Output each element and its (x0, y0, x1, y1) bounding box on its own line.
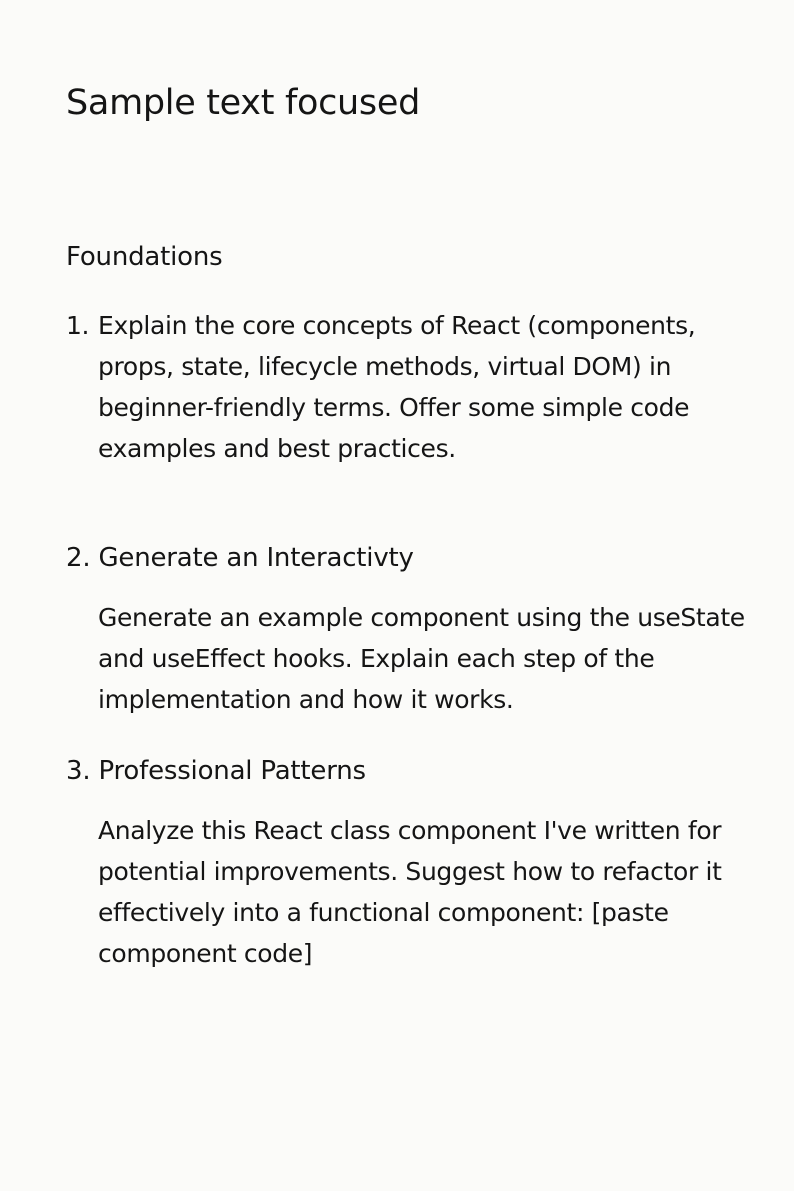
list-item-1 (66, 305, 756, 469)
page-title: Sample text focused (66, 83, 421, 123)
section-text-patterns: Analyze this React class component I've written for potential improvements. Suggest how to refactor it effectively into a functional component: [paste component code] (98, 816, 722, 968)
list-item-text: Explain the core concepts of React (components, props, state, lifecycle methods, virtual DOM) in beginner-friendly terms. Offer some simple code examples and best practices. (98, 311, 696, 463)
section-heading-patterns: 3. Professional Patterns (66, 756, 366, 786)
list-item-number: 1. (66, 311, 90, 340)
section-heading-foundations: Foundations (66, 242, 223, 272)
section-text-interactivity: Generate an example component using the useState and useEffect hooks. Explain each step of the implementation and how it works. (98, 603, 745, 714)
section-heading-interactivity: 2. Generate an Interactivty (66, 543, 414, 573)
